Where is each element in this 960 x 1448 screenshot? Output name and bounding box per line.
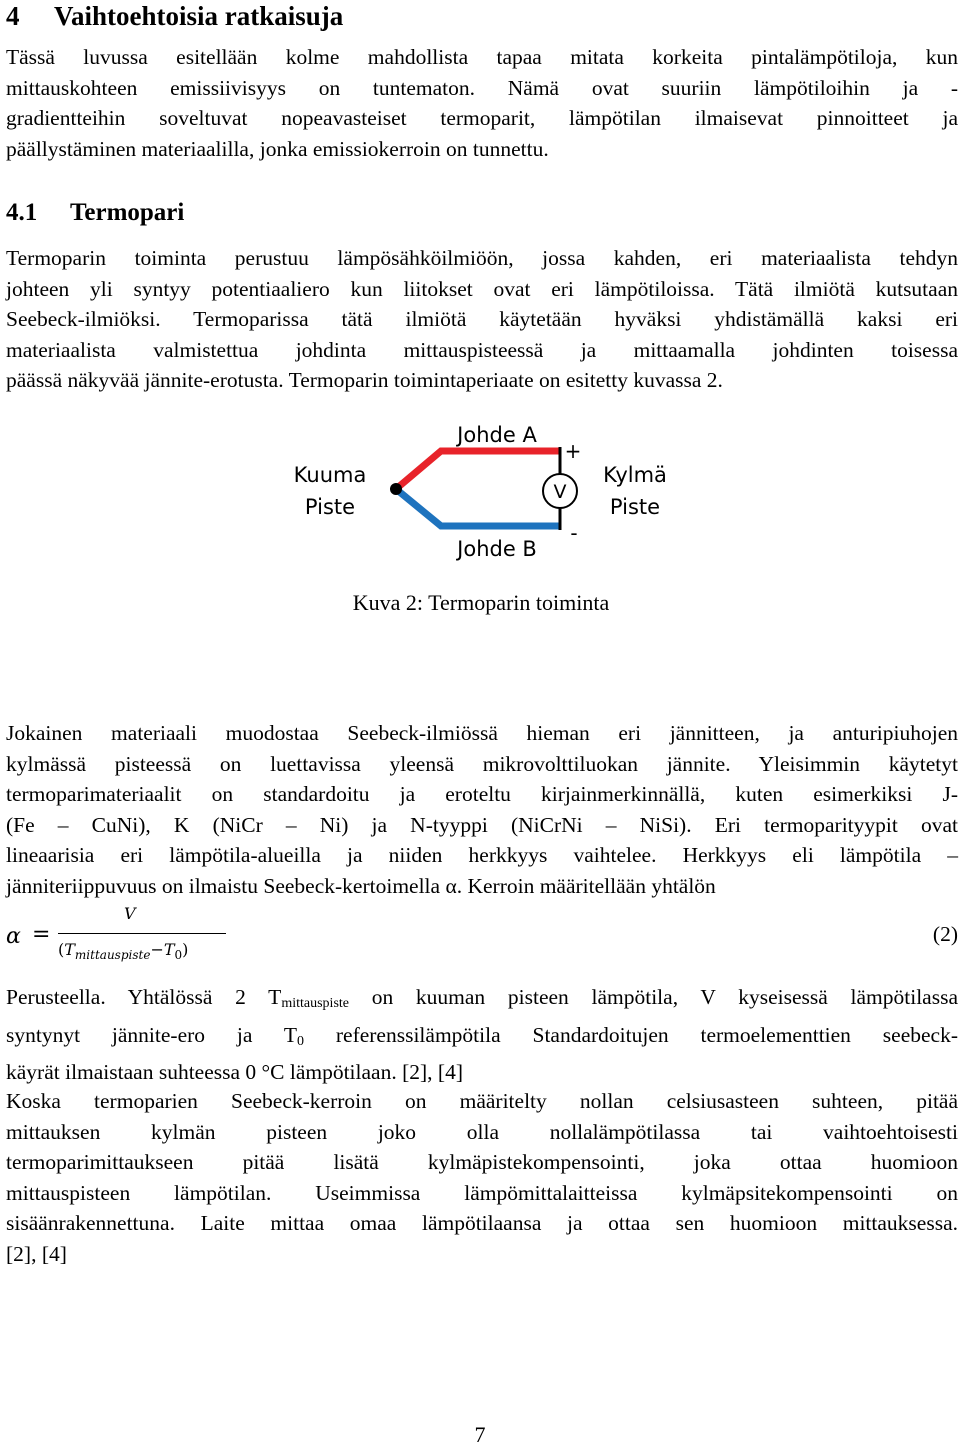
hot-junction — [390, 483, 402, 495]
text-line: syntynyt jännite-ero ja $T_0$ referenssilämpötila Standardoitujen termoelementtien seebeck- — [6, 1022, 958, 1049]
minus-terminal: - — [570, 521, 578, 545]
equation-2 — [6, 904, 958, 968]
figure-caption — [0, 588, 960, 618]
hot-point-label-line1: Kuuma — [293, 463, 367, 487]
text-line: jänniteriippuvuus on ilmaistu Seebeck-kertoimella α. Kerroin määritellään yhtälön — [6, 873, 716, 898]
voltmeter-label: V — [553, 481, 567, 503]
equation-equals: = — [32, 922, 51, 947]
cold-point-label-line1: Kylmä — [603, 463, 667, 487]
thermocouple-diagram — [0, 410, 960, 590]
wire-b — [396, 489, 560, 526]
cold-point-label-line2: Piste — [609, 495, 661, 519]
text-line: Tässä luvussa esitellään kolme mahdollista tapaa mitata korkeita pintalämpötiloja, kun — [6, 45, 958, 69]
equation-number: (2) — [932, 922, 958, 946]
fraction-bar — [58, 933, 226, 934]
text-line: päässä näkyvää jännite-erotusta. Termoparin toimintaperiaate on esitetty kuvassa 2. — [6, 368, 723, 392]
text-line: kylmässä pisteessä on luettavissa yleensä mikrovolttiluokan jännite. Yleisimmin käytetyt — [6, 751, 958, 776]
text-line: Seebeck-ilmiöksi. Termoparissa tätä ilmiötä käytetään hyväksi yhdistämällä kaksi eri — [6, 307, 958, 331]
hot-point-label-line2: Piste — [304, 495, 356, 519]
equation-alpha: α — [6, 924, 21, 949]
section-number: 4.1 — [6, 199, 38, 226]
text-line: mittauspisteen lämpötilan. Useimmissa lämpömittalaitteissa kylmäpsitekompensointi on — [6, 1180, 958, 1205]
chapter-heading — [6, 0, 343, 34]
text-line: mittauskohteen emissiivisyys on tuntematon. Nämä ovat suuriin lämpötiloihin ja - — [6, 75, 958, 100]
section-title: Termopari — [70, 199, 185, 226]
text-line: päällystäminen materiaalilla, jonka emissiokerroin on tunnettu. — [6, 136, 549, 161]
section-heading — [6, 196, 184, 230]
plus-terminal: + — [564, 439, 582, 463]
wire-a — [396, 451, 560, 489]
text-line: sisäänrakennettuna. Laite mittaa omaa lämpötilaansa ja ottaa sen huomioon mittauksessa. — [6, 1211, 958, 1235]
chapter-number: 4 — [6, 1, 20, 31]
equation-numerator: V — [124, 904, 136, 923]
section-paragraph — [6, 243, 958, 396]
text-line: [2], [4] — [6, 1241, 67, 1266]
text-line: mittauksen kylmän pisteen joko olla nollalämpötilassa tai vaihtoehtoisesti — [6, 1119, 958, 1144]
text-line: Perusteella. Yhtälössä 2 $T_{mittauspiste}$ on kuuman pisteen lämpötila, V kyseisessä lämpötilassa — [6, 985, 958, 1011]
text-line: käyrät ilmaistaan suhteessa 0 °C lämpötilaan. [2], [4] — [6, 1060, 463, 1084]
thermocouple-figure — [0, 410, 960, 590]
text-line: (Fe – CuNi), K (NiCr – Ni) ja N-tyyppi (NiCrNi – NiSi). Eri termoparityypit ovat — [6, 812, 958, 837]
text-line: termoparimateriaalit on standardoitu ja eroteltu kirjainmerkinnällä, kuten esimerkiksi J- — [6, 782, 958, 806]
text-line: termoparimittaukseen pitää lisätä kylmäpistekompensointi, joka ottaa huomioon — [6, 1150, 958, 1174]
chapter-title: Vaihtoehtoisia ratkaisuja — [54, 1, 344, 31]
figure-caption-text: Kuva 2: Termoparin toiminta — [352, 590, 610, 615]
definition-paragraph — [6, 982, 958, 1088]
text-line: Jokainen materiaali muodostaa Seebeck-ilmiössä hieman eri jännitteen, ja anturipiuhojen — [6, 721, 958, 745]
text-line: lineaarisia eri lämpötila-alueilla ja niiden herkkyys vaihtelee. Herkkyys eli lämpötila – — [6, 843, 958, 867]
text-line: gradientteihin soveltuvat nopeavasteiset termoparit, lämpötilan ilmaisevat pinnoitteet ja — [6, 106, 958, 130]
wire-b-label: Johde B — [457, 537, 537, 561]
text-line: Koska termoparien Seebeck-kerroin on määritelty nollan celsiusasteen suhteen, pitää — [6, 1089, 958, 1113]
seebeck-paragraph — [6, 718, 958, 901]
intro-paragraph — [6, 42, 958, 164]
wire-a-label: Johde A — [457, 423, 537, 447]
page-number: 7 — [474, 1422, 486, 1447]
text-line: johteen yli syntyy potentiaaliero kun liitokset ovat eri lämpötiloissa. Tätä ilmiötä kutsutaan — [6, 276, 958, 301]
text-line: materiaalista valmistettua johdinta mittauspisteessä ja mittaamalla johdinten toisessa — [6, 337, 958, 362]
equation-denominator: $(T_{mittauspiste}-T_0)$ — [58, 940, 189, 963]
compensation-paragraph — [6, 1086, 958, 1269]
text-line: Termoparin toiminta perustuu lämpösähköilmiöön, jossa kahden, eri materiaalista tehdyn — [6, 246, 958, 270]
